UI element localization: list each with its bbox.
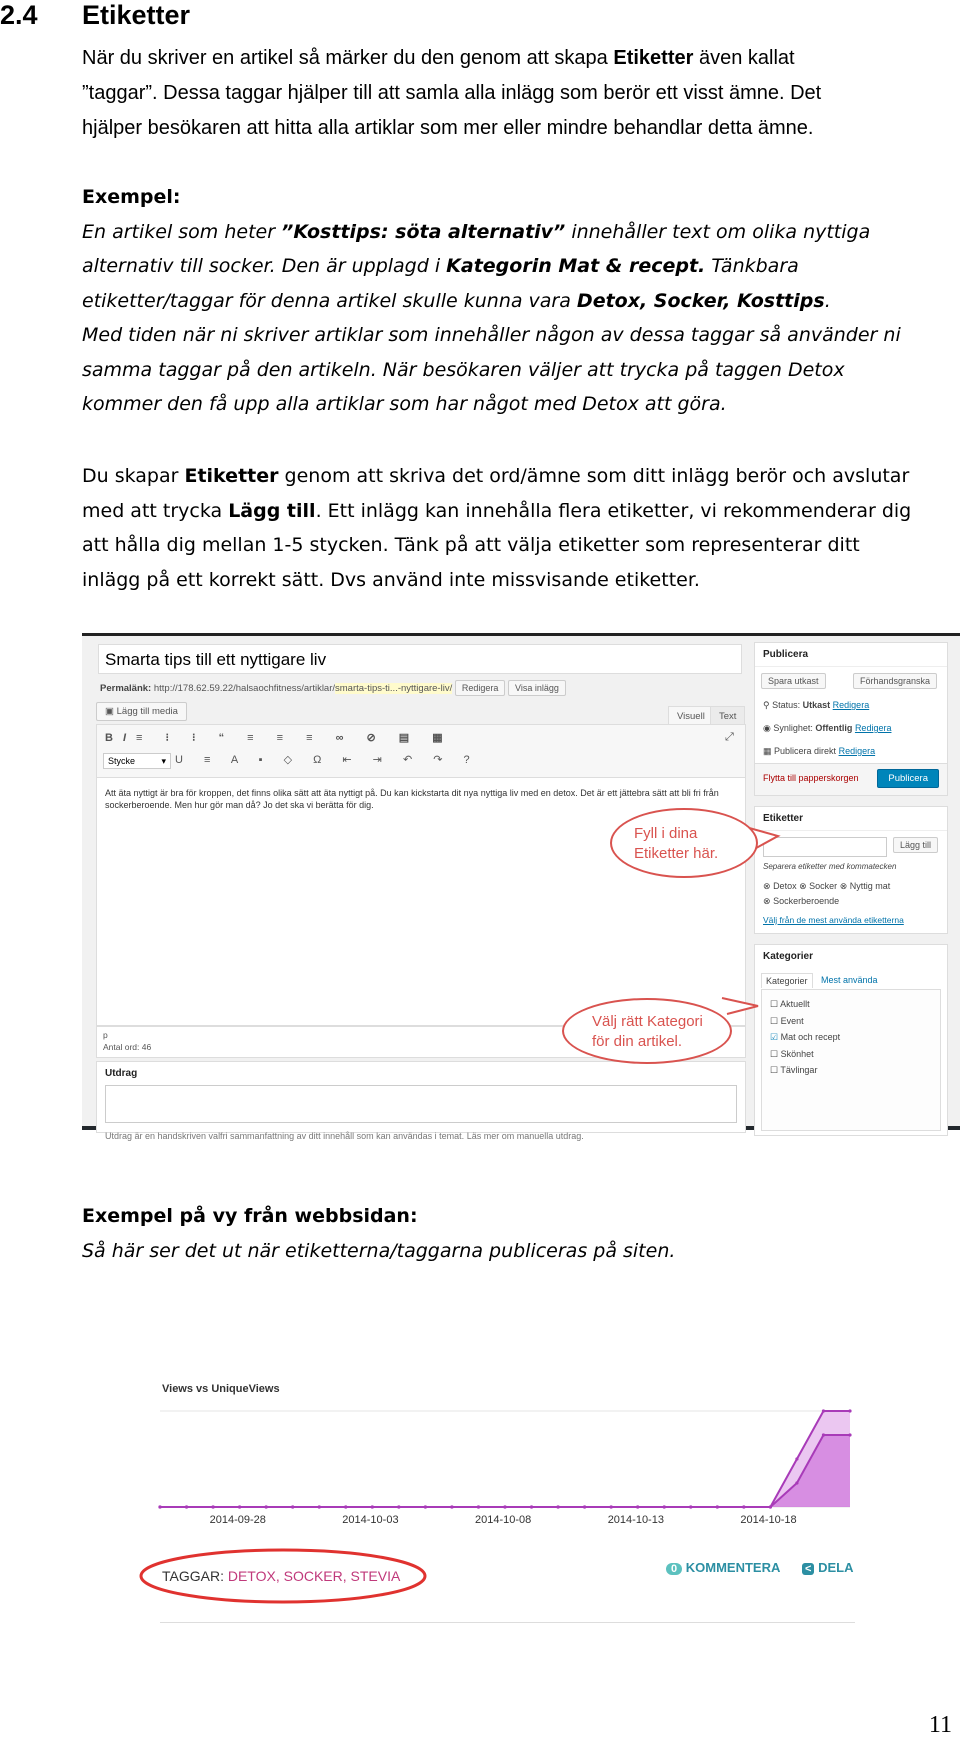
data-point <box>583 1505 586 1508</box>
howto-text: Du skapar <box>82 465 185 487</box>
data-point <box>769 1505 772 1508</box>
web-example-label: Exempel på vy från webbsidan: <box>82 1205 418 1227</box>
series-line <box>160 1411 850 1507</box>
tag-remove-icon[interactable]: ⊗ <box>763 896 771 906</box>
data-point <box>716 1505 719 1508</box>
example-line: samma taggar på den artikeln. När besökaren väljer att trycka på taggen Detox <box>82 358 845 381</box>
section-number: 2.4 <box>0 0 38 30</box>
series-area <box>160 1411 850 1507</box>
fullscreen-icon[interactable]: ⤢ <box>725 731 734 743</box>
data-point <box>610 1505 613 1508</box>
data-point <box>318 1505 321 1508</box>
publish-now-label: Publicera direkt <box>774 746 837 756</box>
checkbox-icon[interactable]: ☐ <box>770 1065 779 1075</box>
category-label: Skönhet <box>780 1048 814 1059</box>
data-point <box>211 1505 214 1508</box>
calendar-icon: ▦ <box>763 746 772 756</box>
tags-line <box>162 1568 400 1584</box>
data-point <box>822 1409 825 1412</box>
excerpt-help: Utdrag är en handskriven valfri sammanfattning av ditt innehåll som kan användas i temat. Läs mer om manuella utdrag. <box>105 1131 584 1141</box>
series-area <box>160 1435 850 1507</box>
data-point <box>742 1505 745 1508</box>
word-count: Antal ord: 46 <box>103 1042 152 1052</box>
media-icon: ▣ <box>105 706 114 717</box>
checkbox-icon[interactable]: ☐ <box>770 999 779 1009</box>
x-tick-label: 2014-10-08 <box>475 1514 532 1526</box>
data-point <box>556 1505 559 1508</box>
data-point <box>795 1457 798 1460</box>
data-point <box>848 1433 851 1436</box>
comment-count-badge: 0 <box>666 1563 682 1575</box>
howto-text: . Ett inlägg kan innehålla flera etiketter, vi rekommenderar dig <box>315 499 912 522</box>
checkbox-icon[interactable]: ☐ <box>770 1048 779 1059</box>
share-label: DELA <box>818 1560 854 1575</box>
web-example-caption: Så här ser det ut när etiketterna/taggarna publiceras på siten. <box>82 1239 676 1262</box>
format-select-value: Stycke <box>108 756 136 766</box>
data-point <box>530 1505 533 1508</box>
category-label: Event <box>780 1015 804 1026</box>
x-tick-label: 2014-09-28 <box>209 1514 266 1526</box>
section-title: Etiketter <box>82 0 191 30</box>
example-text: etiketter/taggar för denna artikel skulle kunna vara <box>82 289 577 312</box>
web-view-screenshot <box>160 1375 860 1635</box>
save-draft-button[interactable]: Spara utkast <box>761 673 826 689</box>
permalink-slug: smarta-tips-ti...-nyttigare-liv/ <box>335 683 453 694</box>
tags-label: TAGGAR: <box>162 1568 224 1584</box>
comment-button[interactable] <box>666 1560 780 1575</box>
status-label: Status: <box>772 700 801 710</box>
page-number: 11 <box>928 1712 952 1738</box>
views-chart <box>160 1403 860 1543</box>
preview-button[interactable]: Förhandsgranska <box>853 673 937 689</box>
section-heading <box>0 0 190 31</box>
howto-paragraph <box>82 459 952 597</box>
publish-title: Publicera <box>755 643 947 667</box>
callout-category-line: Välj rätt Kategori <box>592 1013 703 1030</box>
x-tick-label: 2014-10-03 <box>342 1514 399 1526</box>
x-tick-label: 2014-10-18 <box>740 1514 797 1526</box>
example-text: Tänkbara <box>705 255 799 277</box>
move-to-trash-link[interactable]: Flytta till papperskorgen <box>763 773 859 783</box>
callout-tails <box>82 636 960 1126</box>
intro-bold: Etiketter <box>613 47 694 69</box>
intro-line: ”taggar”. Dessa taggar hjälper till att samla alla inlägg som berör ett visst ämne. Det <box>82 82 822 104</box>
web-example-text <box>82 1199 952 1268</box>
example-text: . <box>824 289 831 312</box>
tab-most-used-categories[interactable]: Mest använda <box>821 975 878 985</box>
category-label: Mat och recept <box>780 1032 841 1042</box>
data-point <box>689 1505 692 1508</box>
example-bold: Detox, Socker, Kosttips <box>576 289 825 312</box>
data-point <box>291 1505 294 1508</box>
edit-status-link[interactable]: Redigera <box>832 700 870 710</box>
data-point <box>663 1505 666 1508</box>
example-bold: Kategorin Mat & recept. <box>446 255 706 277</box>
example-paragraph <box>82 180 952 422</box>
visibility-value: Offentlig <box>815 723 853 733</box>
data-point <box>424 1505 427 1508</box>
example-line: kommer den få upp alla artiklar som har något med Detox att göra. <box>82 393 727 415</box>
share-icon: < <box>802 1563 814 1575</box>
intro-text: även kallat <box>693 47 795 69</box>
callout-category <box>562 998 732 1064</box>
callout-tags-line: Etiketter här. <box>634 845 719 862</box>
tag-remove-icon[interactable]: ⊗ <box>839 881 848 891</box>
data-point <box>185 1505 188 1508</box>
tags-links[interactable]: DETOX, SOCKER, STEVIA <box>227 1568 401 1584</box>
most-used-tags-link[interactable]: Välj från de mest använda etiketterna <box>763 915 904 925</box>
series-line <box>160 1435 850 1507</box>
visibility-label: Synlighet: <box>773 723 813 733</box>
example-text: En artikel som heter <box>82 220 282 243</box>
x-tick-label: 2014-10-13 <box>607 1514 664 1526</box>
tags-title: Etiketter <box>755 807 947 831</box>
tab-visual[interactable]: Visuell <box>668 706 714 726</box>
edit-permalink-button[interactable]: Redigera <box>455 680 506 696</box>
share-button[interactable] <box>802 1560 853 1575</box>
post-title-input[interactable]: Smarta tips till ett nyttigare liv <box>98 644 742 674</box>
category-label: Tävlingar <box>780 1065 818 1075</box>
divider <box>160 1622 855 1623</box>
howto-text: med att trycka <box>82 499 229 522</box>
permalink-url: http://178.62.59.22/halsaochfitness/artiklar/ <box>153 683 336 694</box>
data-point <box>503 1505 506 1508</box>
publish-button[interactable]: Publicera <box>877 769 939 788</box>
howto-text: genom att skriva det ord/ämne som ditt inlägg berör och avslutar <box>278 465 910 487</box>
editor-path: p <box>103 1030 108 1040</box>
data-point <box>344 1505 347 1508</box>
howto-line: inlägg på ett korrekt sätt. Dvs använd inte missvisande etiketter. <box>82 568 700 591</box>
checkbox-checked-icon[interactable]: ☑ <box>770 1032 779 1042</box>
data-point <box>238 1505 241 1508</box>
tags-row <box>160 1555 430 1601</box>
tab-text[interactable]: Text <box>710 706 745 727</box>
data-point <box>158 1505 161 1508</box>
tag-remove-icon[interactable]: ⊗ <box>799 881 807 891</box>
edit-visibility-link[interactable]: Redigera <box>854 723 892 733</box>
chart-title: Views vs UniqueViews <box>162 1383 280 1395</box>
data-point <box>371 1505 374 1508</box>
tags-hint: Separera etiketter med kommatecken <box>763 862 897 871</box>
tag-item: Socker <box>809 881 838 891</box>
callout-tags-line: Fyll i dina <box>634 825 698 842</box>
intro-line: hjälper besökaren att hitta alla artiklar som mer eller mindre behandlar detta ämne. <box>82 117 814 139</box>
howto-bold: Lägg till <box>228 499 316 522</box>
data-point <box>397 1505 400 1508</box>
data-point <box>450 1505 453 1508</box>
example-bold: ”Kosttips: söta alternativ” <box>281 220 566 243</box>
comment-label: KOMMENTERA <box>685 1560 781 1575</box>
wordpress-editor-screenshot <box>82 633 960 1141</box>
intro-text: När du skriver en artikel så märker du den genom att skapa <box>82 47 614 69</box>
callout-tags <box>610 808 758 878</box>
tab-all-categories[interactable]: Kategorier <box>761 973 813 988</box>
data-point <box>477 1505 480 1508</box>
add-media-label: Lägg till media <box>116 706 178 717</box>
pin-icon: ⚲ <box>763 700 770 710</box>
example-text: innehåller text om olika nyttiga <box>565 220 871 243</box>
tag-item: Nyttig mat <box>849 881 891 891</box>
format-buttons-row1[interactable]: BI≡ ⁝ ⁝ “ ≡ ≡ ≡ ∞ ⊘ ▤ ▦ <box>105 732 453 744</box>
view-post-button[interactable]: Visa inlägg <box>508 680 566 696</box>
chevron-down-icon: ▾ <box>161 756 166 766</box>
howto-bold: Etiketter <box>184 465 279 487</box>
data-point <box>795 1481 798 1484</box>
callout-category-line: för din artikel. <box>592 1033 683 1050</box>
add-tag-button[interactable]: Lägg till <box>893 837 938 853</box>
status-value: Utkast <box>802 700 831 710</box>
checkbox-icon[interactable]: ☐ <box>770 1015 779 1026</box>
intro-paragraph <box>82 41 952 146</box>
eye-icon: ◉ <box>763 723 771 733</box>
permalink-label: Permalänk: <box>100 683 152 694</box>
example-text: alternativ till socker. Den är upplagd i <box>82 255 447 277</box>
data-point <box>265 1505 268 1508</box>
tag-remove-icon[interactable]: ⊗ <box>763 881 771 891</box>
data-point <box>636 1505 639 1508</box>
tag-item: Sockerberoende <box>773 896 840 906</box>
example-label: Exempel: <box>82 186 181 208</box>
categories-title: Kategorier <box>763 951 814 962</box>
tag-item: Detox <box>773 881 797 891</box>
editor-content: Att äta nyttigt är bra för kroppen, det finns olika sätt att äta nyttigt på. Du kan kickstarta dit nya nyttiga liv med en detox. Det är ett jättebra sätt att bli fri från sockerberoende. Men hur gör man då? Jo det ska vi berätta för dig. <box>105 788 719 810</box>
data-point <box>822 1433 825 1436</box>
edit-publish-time-link[interactable]: Redigera <box>838 746 876 756</box>
format-buttons-row2[interactable]: U ≡ A ▪ ◇ Ω ⇤ ⇥ ↶ ↷ ? <box>175 754 479 766</box>
howto-line: att hålla dig mellan 1-5 stycken. Tänk på att välja etiketter som representerar ditt <box>82 534 860 556</box>
example-line: Med tiden när ni skriver artiklar som innehåller någon av dessa taggar så använder ni <box>82 324 901 346</box>
data-point <box>848 1409 851 1412</box>
excerpt-label: Utdrag <box>105 1068 138 1079</box>
category-label: Aktuellt <box>780 999 810 1009</box>
